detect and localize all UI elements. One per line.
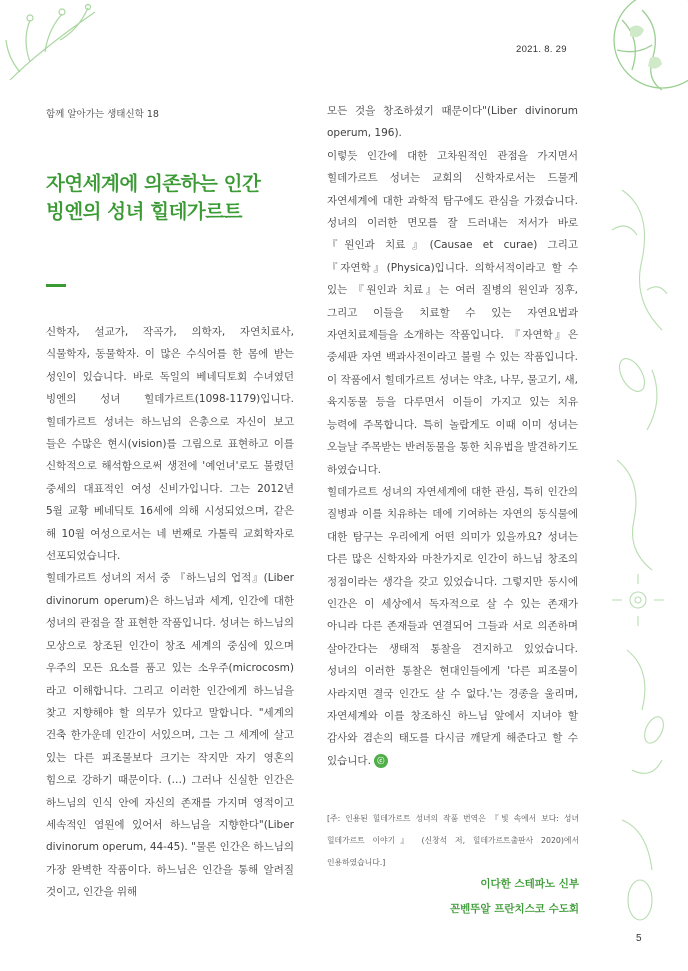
paragraph — [327, 481, 578, 772]
author-name: 이다한 스테파노 신부 — [480, 878, 579, 890]
page-number: 5 — [636, 933, 642, 944]
plant-sketch-top-left-icon — [0, 0, 110, 90]
article-title-line-1: 자연세계에 의존하는 인간 — [46, 172, 261, 195]
globe-sketch-top-right-icon — [592, 0, 688, 100]
end-mark-icon: ⓒ — [374, 754, 388, 768]
paragraph: 이렇듯 인간에 대한 고차원적인 관점을 가지면서 힐데가르트 성녀는 교회의 신학자로서는 드물게 자연세계에 대한 과학적 탐구에도 관심을 가졌습니다. 성녀의 이러한 면모를 잘 드러내는 저서가 바로 『원인과 치료』(Causae et curae) 그리고 『자연학』(Physica)입니다. 의학서적이라고 할 수 있는 『원인과 치료』는 여러 질병의 원인과 징후, 그리고 이들을 치료할 수 있는 자연요법과 자연치료제들을 소개하는 작품입니다. 『자연학』은 중세판 자연 백과사전이라고 불릴 수 있는 작품입니다. 이 작품에서 힐데가르트 성녀는 약초, 나무, 물고기, 새, 육지동물 등을 다루면서 이들이 가지고 있는 치유 능력에 주목합니다. 특히 놀랍게도 이때 이미 성녀는 오늘날 주목받는 반려동물을 통한 치유법을 발견하기도 하였습니다. — [327, 149, 578, 476]
left-column — [46, 321, 294, 904]
title-divider — [46, 284, 66, 287]
article-title-line-2: 빙엔의 성녀 힐데가르트 — [46, 200, 242, 223]
article-title — [46, 170, 306, 226]
paragraph: 힐데가르트 성녀의 저서 중 『하느님의 업적』(Liber divinorum operum)은 하느님과 세계, 인간에 대한 성녀의 관점을 잘 표현한 작품입니다. 성녀는 하느님의 모상으로 창조된 인간이 창조 세계의 중심에 있으며 우주의 모든 요소를 품고 있는 소우주(microcosm)라고 이해합니다. 그리고 이러한 인간에게 하느님을 찾고 지향해야 할 의무가 있다고 말합니다. "세계의 건축 한가운데 인간이 서있으며, 그는 그 세계에 살고 있는 다른 피조물보다 크기는 작지만 자기 영혼의 힘으로 강하기 때문이다. (…) 그러나 신실한 인간은 하느님의 인식 안에 자신의 존재를 가지며 영적이고 세속적인 염원에 있어서 하느님을 지향한다"(Liber divinorum operum, 44-45). "물론 인간은 하느님의 가장 완벽한 작품이다. 하느님은 인간을 통해 알려질 것이고, 인간을 위해 — [46, 572, 294, 899]
footnote: [주: 인용된 힐데가르트 성녀의 작품 번역은 『빛 속에서 보다: 성녀 힐데가르트 이야기』 (신창석 저, 힐데가르트출판사 2020)에서 인용하였습니다.] — [327, 814, 579, 867]
paragraph-text: 힐데가르트 성녀의 자연세계에 대한 관심, 특히 인간의 질병과 이를 치유하는 데에 기여하는 자연의 동식물에 대한 탐구는 우리에게 어떤 의미가 있을까요? 성녀는 다른 많은 신학자와 마찬가지로 인간이 하느님 창조의 정점이라는 생각을 갖고 있었습니다. 그렇지만 동시에 인간은 이 세상에서 독자적으로 살 수 있는 존재가 아니라 다른 존재들과 연결되어 그들과 서로 의존하며 살아간다는 생태적 통찰을 견지하고 있었습니다. 성녀의 이러한 통찰은 현대인들에게 '다른 피조물이 사라지면 결국 인간도 살 수 없다.'는 경종을 울리며, 자연세계와 이를 창조하신 하느님 앞에서 지녀야 할 감사와 겸손의 태도를 다시금 깨닫게 해준다고 할 수 있습니다. — [327, 485, 578, 767]
right-column — [327, 100, 578, 772]
author-affiliation: 꼰벤뚜알 프란치스코 수도회 — [449, 903, 579, 915]
paragraph: 모든 것을 창조하셨기 때문이다"(Liber divinorum operum, 196). — [327, 105, 578, 140]
issue-date: 2021. 8. 29 — [516, 44, 567, 55]
leaf-doodles-right-margin-icon — [592, 130, 688, 930]
paragraph: 신학자, 설교가, 작곡가, 의학자, 자연치료사, 식물학자, 동물학자. 이 많은 수식어를 한 몸에 받는 성인이 있습니다. 바로 독일의 베네딕토회 수녀였던 빙엔의 성녀 힐데가르트(1098-1179)입니다. 힐데가르트 성녀는 하느님의 은총으로 자신이 보고 들은 수많은 현시(vision)를 그림으로 표현하고 이를 신학적으로 해석함으로써 생전에 '예언녀'로도 불렸던 중세의 대표적인 여성 신비가입니다. 그는 2012년 5월 교황 베네딕토 16세에 의해 시성되었으며, 같은 해 10월 여성으로서는 네 번째로 가톨릭 교회학자로 선포되었습니다. — [46, 326, 294, 563]
series-label: 함께 알아가는 생태신학 18 — [46, 109, 159, 120]
